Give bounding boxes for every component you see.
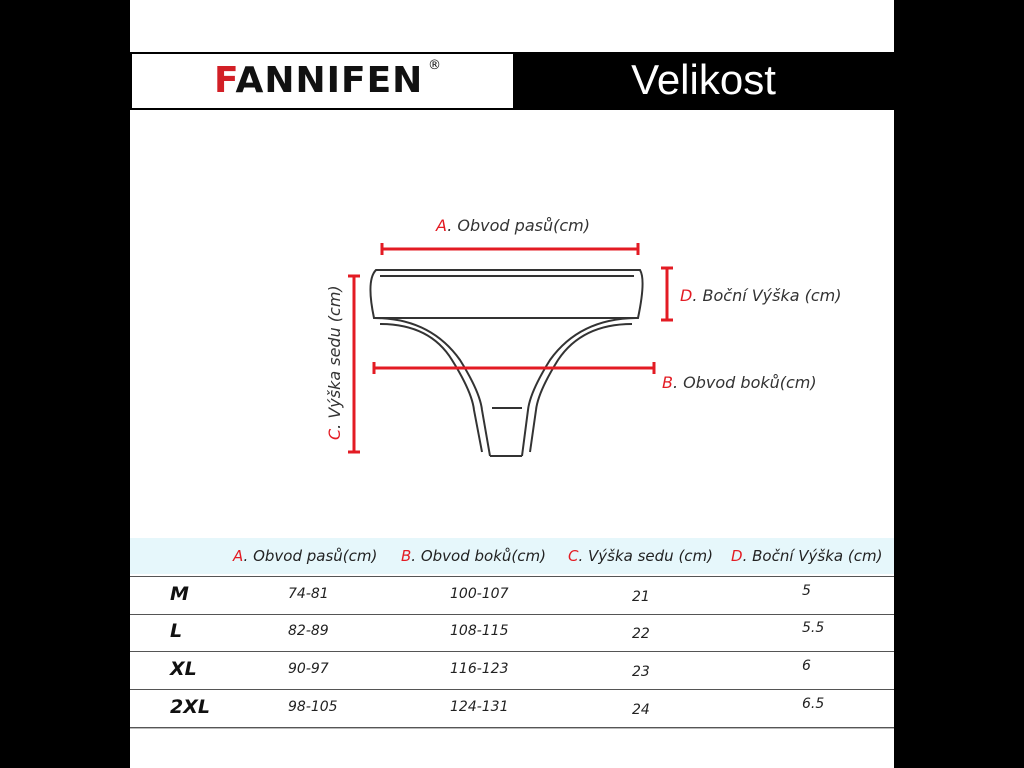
- rise-cell: 23: [632, 664, 650, 680]
- header-rise: [568, 547, 713, 565]
- page-title: Velikost: [631, 56, 776, 103]
- header-hip-letter: B: [401, 547, 412, 565]
- label-a: [436, 216, 590, 235]
- brand-logo-first-letter: F: [214, 60, 236, 101]
- label-a-letter: A: [436, 216, 448, 235]
- header-waist: [233, 547, 377, 565]
- rise-cell: 22: [632, 626, 650, 642]
- header-rise-text: . Výška sedu (cm): [578, 547, 714, 565]
- measure-lines: [348, 243, 673, 452]
- size-cell: XL: [170, 658, 197, 680]
- label-b-letter: B: [662, 373, 673, 392]
- side-cell: 5: [802, 583, 811, 599]
- hip-cell: 100-107: [450, 586, 509, 602]
- header-waist-text: . Obvod pasů(cm): [243, 547, 378, 565]
- label-a-text: . Obvod pasů(cm): [447, 216, 590, 235]
- table-row: [130, 614, 894, 652]
- side-cell: 6.5: [802, 696, 825, 712]
- waistband-outer: [370, 270, 642, 318]
- size-table-header: [130, 538, 894, 574]
- waist-cell: 90-97: [288, 661, 329, 677]
- label-d-letter: D: [680, 286, 693, 305]
- header-side-text: . Boční Výška (cm): [742, 547, 883, 565]
- registered-mark: ®: [428, 58, 441, 73]
- right-leg-inner: [530, 324, 632, 452]
- table-row: [130, 576, 894, 615]
- size-chart-canvas: [130, 0, 894, 768]
- gusset: [490, 408, 522, 456]
- waist-cell: 74-81: [288, 586, 329, 602]
- rise-cell: 21: [632, 589, 650, 605]
- size-cell: M: [170, 583, 189, 605]
- header-side-letter: D: [731, 547, 743, 565]
- side-cell: 5.5: [802, 620, 825, 636]
- label-d: [680, 286, 842, 305]
- left-leg-inner: [380, 324, 482, 452]
- table-row: [130, 690, 894, 728]
- size-cell: L: [170, 620, 183, 642]
- rise-cell: 24: [632, 702, 650, 718]
- table-row: [130, 652, 894, 690]
- briefs-outline: [370, 270, 642, 456]
- header-side: [731, 547, 882, 565]
- header-hip: [401, 547, 546, 565]
- size-cell: 2XL: [170, 696, 210, 718]
- label-b: [662, 373, 817, 392]
- header-hip-text: . Obvod boků(cm): [411, 547, 546, 565]
- waist-cell: 98-105: [288, 699, 338, 715]
- label-c-vertical: C. Výška sedu (cm): [325, 285, 344, 440]
- header-waist-letter: A: [233, 547, 244, 565]
- hip-cell: 124-131: [450, 699, 509, 715]
- label-d-text: . Boční Výška (cm): [692, 286, 842, 305]
- brand-logo-rest: ANNIFEN: [235, 60, 424, 101]
- hip-cell: 108-115: [450, 623, 509, 639]
- hip-cell: 116-123: [450, 661, 509, 677]
- waist-cell: 82-89: [288, 623, 329, 639]
- header-rise-letter: C: [568, 547, 579, 565]
- label-b-text: . Obvod boků(cm): [672, 373, 817, 392]
- side-cell: 6: [802, 658, 811, 674]
- footer-divider: [130, 728, 894, 729]
